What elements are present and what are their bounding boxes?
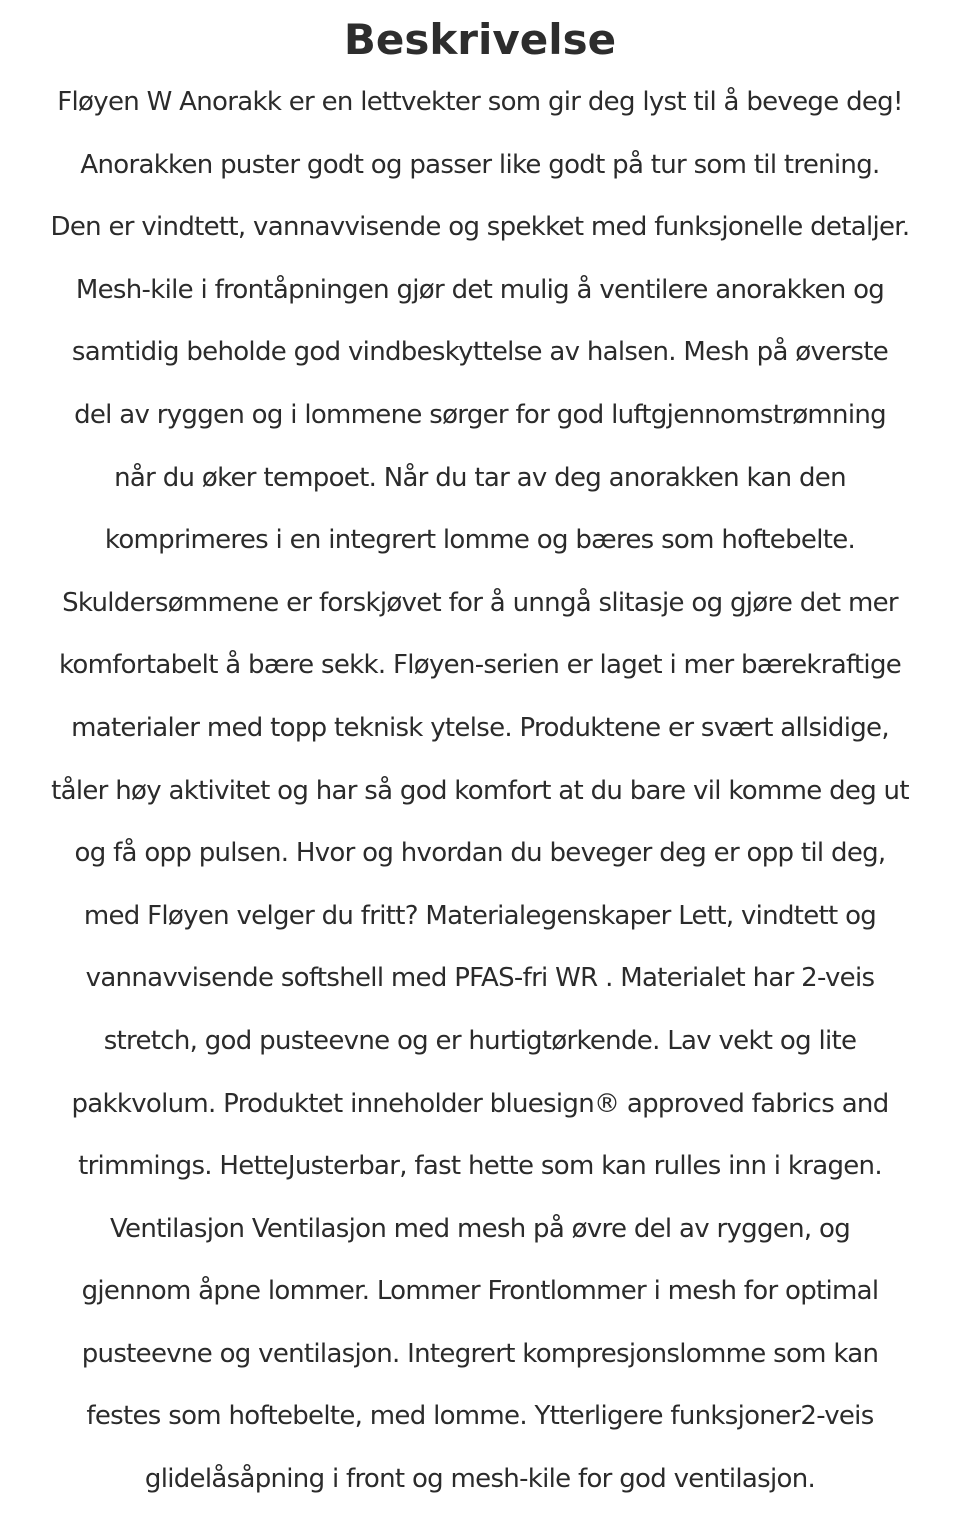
description-line: stretch, god pusteevne og er hurtigtørkende. Lav vekt og lite [103, 1025, 857, 1056]
description-line: komfortabelt å bære sekk. Fløyen-serien er laget i mer bærekraftige [58, 650, 902, 681]
description-line: tåler høy aktivitet og har så god komfort at du bare vil komme deg ut [51, 775, 909, 806]
description-line: Ventilasjon Ventilasjon med mesh på øvre del av ryggen, og [109, 1213, 851, 1244]
description-line: når du øker tempoet. Når du tar av deg anorakken kan den [114, 462, 846, 493]
description-line: samtidig beholde god vindbeskyttelse av halsen. Mesh på øverste [71, 337, 889, 368]
description-line: glidelåsåpning i front og mesh-kile for god ventilasjon. [144, 1464, 816, 1495]
description-line: Mesh-kile i frontåpningen gjør det mulig å ventilere anorakken og [75, 274, 885, 305]
description-line: pakkvolum. Produktet inneholder bluesign® approved fabrics and [71, 1088, 889, 1119]
description-line: pusteevne og ventilasjon. Integrert kompresjonslomme som kan [81, 1338, 879, 1369]
description-text [18, 76, 942, 1516]
description-line: komprimeres i en integrert lomme og bæres som hoftebelte. [104, 525, 856, 556]
section-title: Beskrivelse [343, 15, 617, 64]
description-line: del av ryggen og i lommene sørger for god luftgjennomstrømning [74, 399, 886, 430]
description-line: trimmings. HetteJusterbar, fast hette som kan rulles inn i kragen. [78, 1151, 882, 1182]
description-line: gjennom åpne lommer. Lommer Frontlommer i mesh for optimal [81, 1276, 879, 1307]
description-line: Den er vindtett, vannavvisende og spekket med funksjonelle detaljer. [50, 212, 910, 243]
description-line: og få opp pulsen. Hvor og hvordan du beveger deg er opp til deg, [74, 838, 886, 869]
description-line: med Fløyen velger du fritt? Materialegenskaper Lett, vindtett og [83, 900, 877, 931]
description-line: materialer med topp teknisk ytelse. Produktene er svært allsidige, [71, 712, 889, 743]
description-line: vannavvisende softshell med PFAS-fri WR . Materialet har 2-veis [85, 963, 875, 994]
description-line: Anorakken puster godt og passer like godt på tur som til trening. [80, 149, 880, 180]
description-line: Skuldersømmene er forskjøvet for å unngå slitasje og gjøre det mer [62, 587, 898, 618]
description-line: festes som hoftebelte, med lomme. Ytterligere funksjoner2-veis [86, 1401, 874, 1432]
description-line: Fløyen W Anorakk er en lettvekter som gir deg lyst til å bevege deg! [57, 87, 903, 117]
